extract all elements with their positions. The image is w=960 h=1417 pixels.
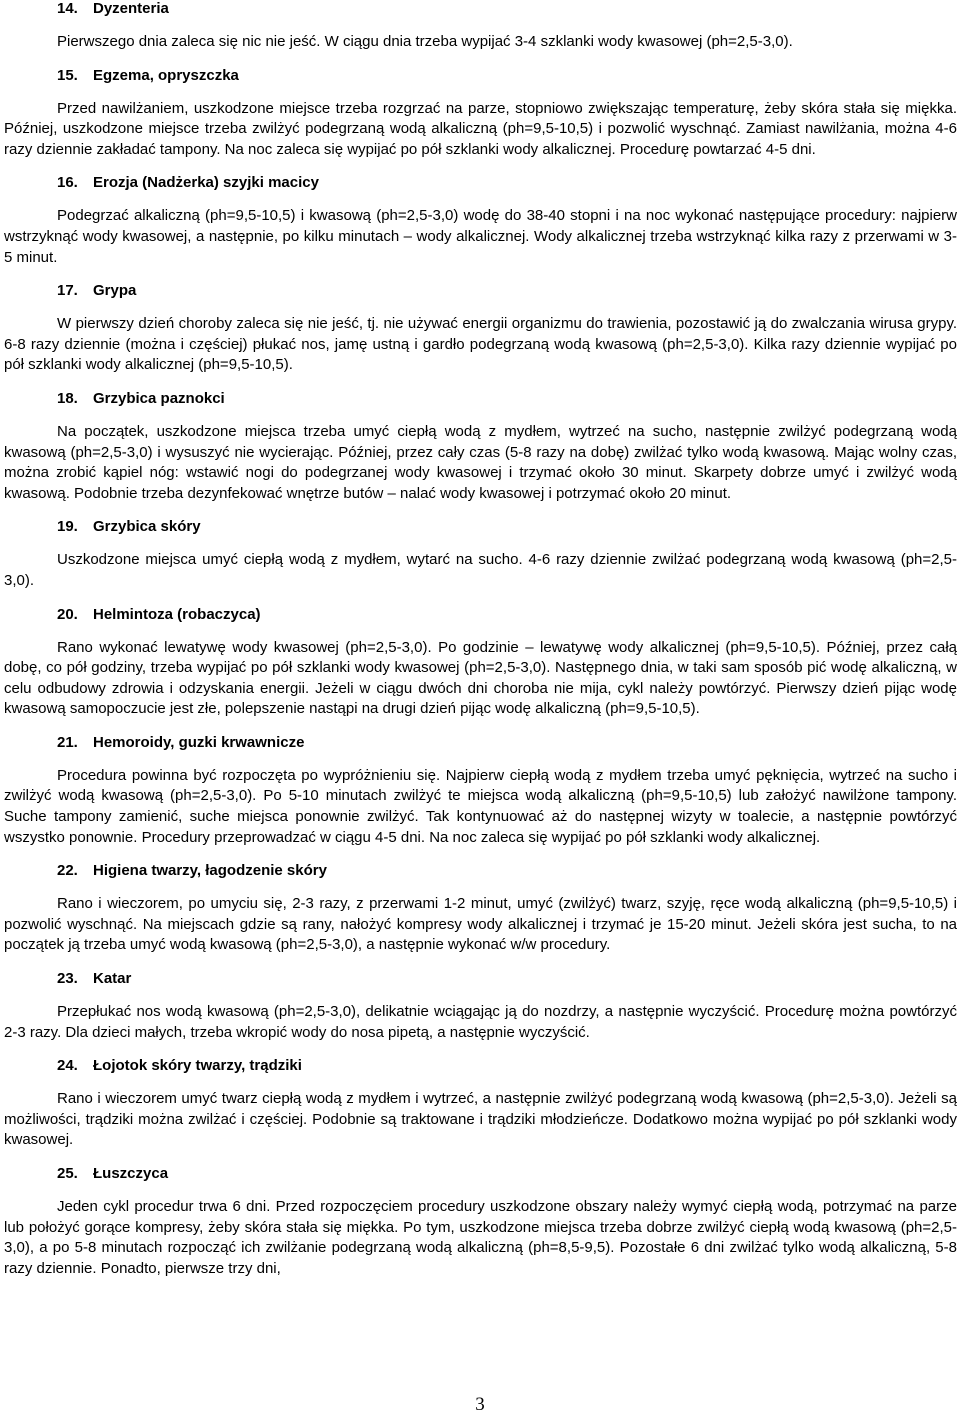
section-24 bbox=[4, 1056, 957, 1151]
section-25 bbox=[4, 1164, 957, 1279]
section-17 bbox=[4, 281, 957, 376]
section-number: 18. bbox=[57, 389, 78, 407]
section-paragraph: Podegrzać alkaliczną (ph=9,5-10,5) i kwasową (ph=2,5-3,0) wodę do 38-40 stopni i na noc wykonać następujące procedury: najpierw wstrzyknąć wody kwasowej, a następnie, po kilku minutach – wody alkalicznej. Wody alkalicznej trzeba wstrzyknąć kilka razy z przerwami w 3-5 minut. bbox=[4, 207, 957, 266]
section-heading bbox=[4, 605, 957, 624]
section-paragraph: Pierwszego dnia zaleca się nic nie jeść. W ciągu dnia trzeba wypijać 3-4 szklanki wody kwasowej (ph=2,5-3,0). bbox=[57, 33, 793, 50]
section-heading bbox=[4, 66, 957, 85]
section-18 bbox=[4, 389, 957, 504]
section-title: Higiena twarzy, łagodzenie skóry bbox=[93, 862, 327, 880]
section-heading bbox=[4, 281, 957, 300]
section-paragraph: Uszkodzone miejsca umyć ciepłą wodą z mydłem, wytarć na sucho. 4-6 razy dziennie zwilżać podegrzaną wodą kwasową (ph=2,5-3,0). bbox=[4, 551, 957, 589]
section-title: Helmintoza (robaczyca) bbox=[93, 605, 261, 623]
section-title: Hemoroidy, guzki krwawnicze bbox=[93, 733, 305, 751]
section-heading bbox=[4, 517, 957, 536]
section-heading bbox=[4, 173, 957, 192]
section-paragraph: Przepłukać nos wodą kwasową (ph=2,5-3,0), delikatnie wciągając ją do nozdrzy, a następnie wyczyścić. Procedurę można powtórzyć 2-3 razy. Dla dzieci małych, trzeba wkropić wody do nosa pipetą, a następnie wyczyścić. bbox=[4, 1003, 957, 1041]
section-number: 20. bbox=[57, 605, 78, 623]
section-22 bbox=[4, 861, 957, 956]
section-title: Łuszczyca bbox=[93, 1165, 169, 1182]
section-number: 24. bbox=[57, 1057, 78, 1075]
section-title: Łojotok skóry twarzy, trądziki bbox=[93, 1057, 302, 1075]
section-title: Dyzenteria bbox=[93, 0, 169, 17]
section-19 bbox=[4, 517, 957, 591]
section-14 bbox=[4, 0, 957, 53]
section-title: Grzybica paznokci bbox=[93, 389, 225, 407]
section-paragraph: Na początek, uszkodzone miejsca trzeba umyć ciepłą wodą z mydłem, wytrzeć na sucho, następnie zwilżyć podegrzaną wodą kwasową (ph=2,5-3,0) i wysuszyć nie wycierając. Później, przez cały czas (5-8 razy na dobę) zwilżać tylko wodą kwasową. Mając wolny czas, można zrobić kąpiel nóg: wstawić nogi do podegrzanej wody kwasowej i trzymać około 30 minut. Skarpety dobrze umyć i zwilżyć wodą kwasową. Podobnie trzeba dezynfekować wnętrze butów – nalać wody kwasowej i potrzymać około 20 minut. bbox=[4, 422, 957, 502]
section-heading bbox=[4, 861, 957, 880]
section-number: 16. bbox=[57, 174, 78, 192]
section-heading bbox=[4, 1164, 957, 1183]
section-paragraph: Rano i wieczorem, po umyciu się, 2-3 razy, z przerwami 1-2 minut, umyć (zwilżyć) twarz, szyję, ręce wodą alkaliczną (ph=9,5-10,5) i pozwolić wyschnąć. Na miejscach gdzie są rany, nałożyć kompresy wody alkalicznej i trzymać je 15-20 minut. Jeżeli skóra jest sucha, to na początek ją trzeba umyć wodą kwasową (ph=2,5-3,0), a następnie wykonać w/w procedury. bbox=[4, 895, 957, 954]
section-title: Grypa bbox=[93, 282, 137, 300]
section-paragraph: Procedura powinna być rozpoczęta po wypróżnieniu się. Najpierw ciepłą wodą z mydłem trzeba umyć pęknięcia, wytrzeć na sucho i zwilżyć wodą kwasową (ph=2,5-3,0). Po 5-10 minutach zwilżyć te miejsca wodą alkaliczną (ph=9,5-10,5) lub założyć nawilżone tampony. Suche tampony zamienić, suche miejsca ponownie zwilżyć. Tak kontynuować aż do następnej wizyty w toalecie, a następnie powtórzyć wszystko ponownie. Procedury przeprowadzać w ciągu 4-5 dni. Na noc zaleca się wypijać po pół szklanki wody alkalicznej. bbox=[4, 766, 957, 846]
section-number: 22. bbox=[57, 862, 78, 880]
section-title: Grzybica skóry bbox=[93, 518, 201, 536]
section-15 bbox=[4, 66, 957, 161]
section-paragraph: Przed nawilżaniem, uszkodzone miejsce trzeba rozgrzać na parze, stopniowo zwiększając temperaturę, żeby skóra stała się miękka. Później, uszkodzone miejsce trzeba zwilżyć podegrzaną wodą alkaliczną (ph=9,5-10,5) i pozwolić wyschnąć. Zamiast nawilżania, można 4-6 razy dziennie zakładać tampony. Na noc zaleca się wypijać po pół szklanki wody alkalicznej. Procedurę powtarzać 4-5 dni. bbox=[4, 99, 957, 158]
section-paragraph: Rano i wieczorem umyć twarz ciepłą wodą z mydłem i wytrzeć, a następnie zwilżyć podegrzaną wodą kwasową (ph=2,5-3,0). Jeżeli są możliwości, trądziki można zwilżać i częściej. Podobnie są traktowane i trądziki młodzieńcze. Dodatkowo można wypijać po pół szklanki wody kwasowej. bbox=[4, 1090, 957, 1149]
section-heading bbox=[4, 733, 957, 752]
section-title: Erozja (Nadżerka) szyjki macicy bbox=[93, 174, 319, 192]
page-number: 3 bbox=[475, 1394, 485, 1415]
document-body bbox=[4, 0, 957, 1279]
section-number: 15. bbox=[57, 66, 78, 84]
section-number: 19. bbox=[57, 518, 78, 536]
section-title: Egzema, opryszczka bbox=[93, 66, 239, 84]
section-number: 21. bbox=[57, 733, 78, 751]
section-heading bbox=[4, 0, 957, 18]
section-23 bbox=[4, 969, 957, 1043]
section-heading bbox=[4, 389, 957, 408]
section-paragraph: W pierwszy dzień choroby zaleca się nie jeść, tj. nie używać energii organizmu do trawienia, pozostawić ją do zwalczania wirusa grypy. 6-8 razy dziennie (można i częściej) płukać nos, jamę ustną i gardło podegrzaną wodą kwasową (ph=2,5-3,0). Kilka razy dziennie wypijać po pół szklanki wody alkalicznej (ph=9,5-10,5). bbox=[4, 315, 957, 374]
section-21 bbox=[4, 733, 957, 848]
section-number: 25. bbox=[57, 1165, 78, 1182]
section-number: 23. bbox=[57, 970, 78, 988]
section-number: 14. bbox=[57, 0, 78, 17]
section-paragraph: Jeden cykl procedur trwa 6 dni. Przed rozpoczęciem procedury uszkodzone obszary należy wymyć ciepłą wodą, potrzymać na parze lub położyć gorące kompresy, żeby skóra stała się miękka. Po tym, uszkodzone miejsca trzeba dobrze zwilżyć ciepłą wodą kwasową (ph=2,5-3,0), a po 5-8 minutach rozpocząć ich zwilżanie podegrzaną wodą alkaliczną (ph=8,5-9,5). Pozostałe 6 dni zwilżać tylko wodą alkaliczną, 5-8 razy dziennie. Ponadto, pierwsze trzy dni, bbox=[4, 1198, 957, 1277]
section-16 bbox=[4, 173, 957, 268]
section-title: Katar bbox=[93, 970, 132, 988]
section-heading bbox=[4, 1056, 957, 1075]
section-20 bbox=[4, 605, 957, 720]
section-number: 17. bbox=[57, 282, 78, 300]
section-heading bbox=[4, 969, 957, 988]
section-paragraph: Rano wykonać lewatywę wody kwasowej (ph=2,5-3,0). Po godzinie – lewatywę wody alkalicznej (ph=9,5-10,5). Później, przez całą dobę, co pół godziny, trzeba wypijać po pół szklanki wody kwasowej (ph=2,5-3,0). Następnego dnia, w taki sam sposób pić wodę alkaliczną, w celu odbudowy zdrowia i odzyskania energii. Jeżeli w ciągu dwóch dni choroba nie mija, cykl należy powtórzyć. Pierwszy dzień pijąc wodę kwasową samopoczucie jest złe, polepszenie nastąpi na drugi dzień pijąc wodę alkaliczną (ph=9,5-10,5). bbox=[4, 638, 957, 718]
